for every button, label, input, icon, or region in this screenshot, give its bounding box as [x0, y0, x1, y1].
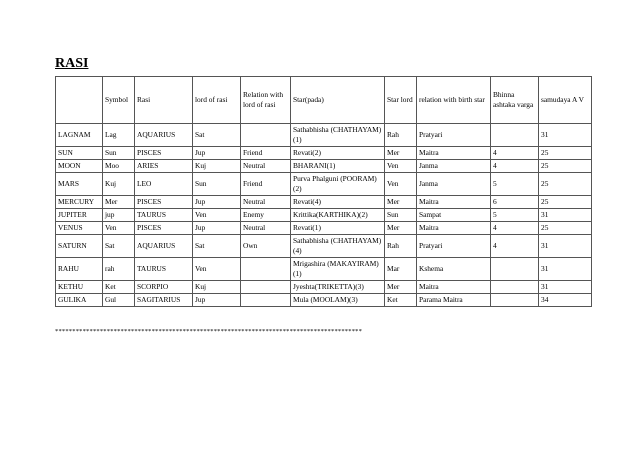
- table-cell: 4: [491, 146, 539, 159]
- table-cell: Sun: [385, 208, 417, 221]
- table-cell: 25: [539, 159, 592, 172]
- table-cell: 31: [539, 234, 592, 257]
- table-cell: SUN: [56, 146, 103, 159]
- table-cell: Jup: [193, 146, 241, 159]
- table-cell: Kuj: [193, 159, 241, 172]
- table-cell: RAHU: [56, 257, 103, 280]
- table-cell: Purva Phalguni (POORAM)(2): [291, 172, 385, 195]
- table-cell: Krittika(KARTHIKA)(2): [291, 208, 385, 221]
- table-cell: Enemy: [241, 208, 291, 221]
- table-cell: [491, 124, 539, 147]
- table-body: [56, 124, 592, 307]
- table-cell: Ven: [385, 172, 417, 195]
- table-cell: Sathabhisha (CHATHAYAM)(1): [291, 124, 385, 147]
- table-cell: 25: [539, 146, 592, 159]
- table-cell: rah: [103, 257, 135, 280]
- table-cell: GULIKA: [56, 293, 103, 306]
- table-cell: Pratyari: [417, 124, 491, 147]
- table-row: [56, 146, 592, 159]
- header-cell: Relation with lord of rasi: [241, 77, 291, 124]
- table-cell: VENUS: [56, 221, 103, 234]
- table-cell: Sat: [193, 234, 241, 257]
- table-cell: 6: [491, 195, 539, 208]
- header-row: [56, 77, 592, 124]
- header-cell: relation with birth star: [417, 77, 491, 124]
- table-cell: Ven: [103, 221, 135, 234]
- table-cell: 4: [491, 159, 539, 172]
- header-cell: Bhinna ashtaka varga: [491, 77, 539, 124]
- table-cell: PISCES: [135, 146, 193, 159]
- table-cell: Pratyari: [417, 234, 491, 257]
- table-cell: Rah: [385, 124, 417, 147]
- table-cell: Gul: [103, 293, 135, 306]
- table-row: [56, 172, 592, 195]
- table-cell: 31: [539, 257, 592, 280]
- header-cell: Symbol: [103, 77, 135, 124]
- table-cell: Ven: [193, 257, 241, 280]
- table-cell: [241, 124, 291, 147]
- table-cell: Sun: [103, 146, 135, 159]
- table-cell: Friend: [241, 146, 291, 159]
- table-cell: TAURUS: [135, 257, 193, 280]
- table-cell: SAGITARIUS: [135, 293, 193, 306]
- table-cell: Jup: [193, 195, 241, 208]
- table-cell: Sat: [193, 124, 241, 147]
- table-cell: 5: [491, 172, 539, 195]
- table-cell: Revati(4): [291, 195, 385, 208]
- table-cell: Janma: [417, 172, 491, 195]
- table-cell: Neutral: [241, 221, 291, 234]
- table-cell: Ven: [193, 208, 241, 221]
- table-cell: Rah: [385, 234, 417, 257]
- table-cell: Mer: [103, 195, 135, 208]
- table-cell: Kshema: [417, 257, 491, 280]
- table-cell: Sat: [103, 234, 135, 257]
- table-cell: PISCES: [135, 195, 193, 208]
- table-cell: Kuj: [103, 172, 135, 195]
- table-cell: BHARANI(1): [291, 159, 385, 172]
- table-cell: Parama Maitra: [417, 293, 491, 306]
- table-cell: JUPITER: [56, 208, 103, 221]
- table-cell: TAURUS: [135, 208, 193, 221]
- page-title: RASI: [55, 56, 89, 71]
- table-cell: AQUARIUS: [135, 124, 193, 147]
- header-cell: samudaya A V: [539, 77, 592, 124]
- table-row: [56, 221, 592, 234]
- table-cell: [241, 293, 291, 306]
- table-cell: Maitra: [417, 280, 491, 293]
- table-cell: [241, 280, 291, 293]
- table-cell: Moo: [103, 159, 135, 172]
- header-cell: Rasi: [135, 77, 193, 124]
- table-cell: Lag: [103, 124, 135, 147]
- header-cell: lord of rasi: [193, 77, 241, 124]
- table-cell: 31: [539, 280, 592, 293]
- table-cell: Maitra: [417, 221, 491, 234]
- table-cell: Revati(1): [291, 221, 385, 234]
- rasi-table: [55, 76, 592, 307]
- table-cell: Jup: [193, 293, 241, 306]
- table-cell: Jup: [193, 221, 241, 234]
- table-cell: [491, 293, 539, 306]
- table-cell: 4: [491, 234, 539, 257]
- table-cell: Mar: [385, 257, 417, 280]
- table-row: [56, 208, 592, 221]
- table-row: [56, 293, 592, 306]
- table-cell: Mula (MOOLAM)(3): [291, 293, 385, 306]
- table-cell: Maitra: [417, 146, 491, 159]
- table-row: [56, 124, 592, 147]
- table-cell: Sathabhisha (CHATHAYAM)(4): [291, 234, 385, 257]
- table-cell: Kuj: [193, 280, 241, 293]
- table-cell: SATURN: [56, 234, 103, 257]
- table-cell: Ven: [385, 159, 417, 172]
- table-cell: jup: [103, 208, 135, 221]
- table-cell: LAGNAM: [56, 124, 103, 147]
- table-cell: Mer: [385, 146, 417, 159]
- table-row: [56, 234, 592, 257]
- table-cell: Own: [241, 234, 291, 257]
- header-cell: [56, 77, 103, 124]
- table-cell: MARS: [56, 172, 103, 195]
- table-cell: LEO: [135, 172, 193, 195]
- table-cell: [491, 280, 539, 293]
- table-row: [56, 280, 592, 293]
- table-cell: MOON: [56, 159, 103, 172]
- table-cell: Mer: [385, 195, 417, 208]
- table-cell: Neutral: [241, 159, 291, 172]
- table-cell: 5: [491, 208, 539, 221]
- table-row: [56, 257, 592, 280]
- header-cell: Star lord: [385, 77, 417, 124]
- table-cell: Ket: [385, 293, 417, 306]
- table-cell: 25: [539, 172, 592, 195]
- table-cell: 34: [539, 293, 592, 306]
- table-cell: Mer: [385, 221, 417, 234]
- table-cell: 4: [491, 221, 539, 234]
- table-row: [56, 159, 592, 172]
- table-cell: Friend: [241, 172, 291, 195]
- table-cell: Mrigashira (MAKAYIRAM)(1): [291, 257, 385, 280]
- table-cell: Neutral: [241, 195, 291, 208]
- table-cell: 25: [539, 221, 592, 234]
- table-cell: [241, 257, 291, 280]
- table-cell: ARIES: [135, 159, 193, 172]
- table-cell: MERCURY: [56, 195, 103, 208]
- table-cell: 31: [539, 124, 592, 147]
- table-cell: Ket: [103, 280, 135, 293]
- table-cell: 31: [539, 208, 592, 221]
- footer-separator: *****************************************************************************************: [55, 328, 363, 335]
- table-cell: 25: [539, 195, 592, 208]
- table-cell: Janma: [417, 159, 491, 172]
- table-cell: Mer: [385, 280, 417, 293]
- table-cell: KETHU: [56, 280, 103, 293]
- table-cell: AQUARIUS: [135, 234, 193, 257]
- table-cell: Revati(2): [291, 146, 385, 159]
- table-cell: [491, 257, 539, 280]
- table-cell: Jyeshta(TRIKETTA)(3): [291, 280, 385, 293]
- table-cell: Maitra: [417, 195, 491, 208]
- table-cell: PISCES: [135, 221, 193, 234]
- table-row: [56, 195, 592, 208]
- header-cell: Star(pada): [291, 77, 385, 124]
- table-cell: SCORPIO: [135, 280, 193, 293]
- table-cell: Sampat: [417, 208, 491, 221]
- table-cell: Sun: [193, 172, 241, 195]
